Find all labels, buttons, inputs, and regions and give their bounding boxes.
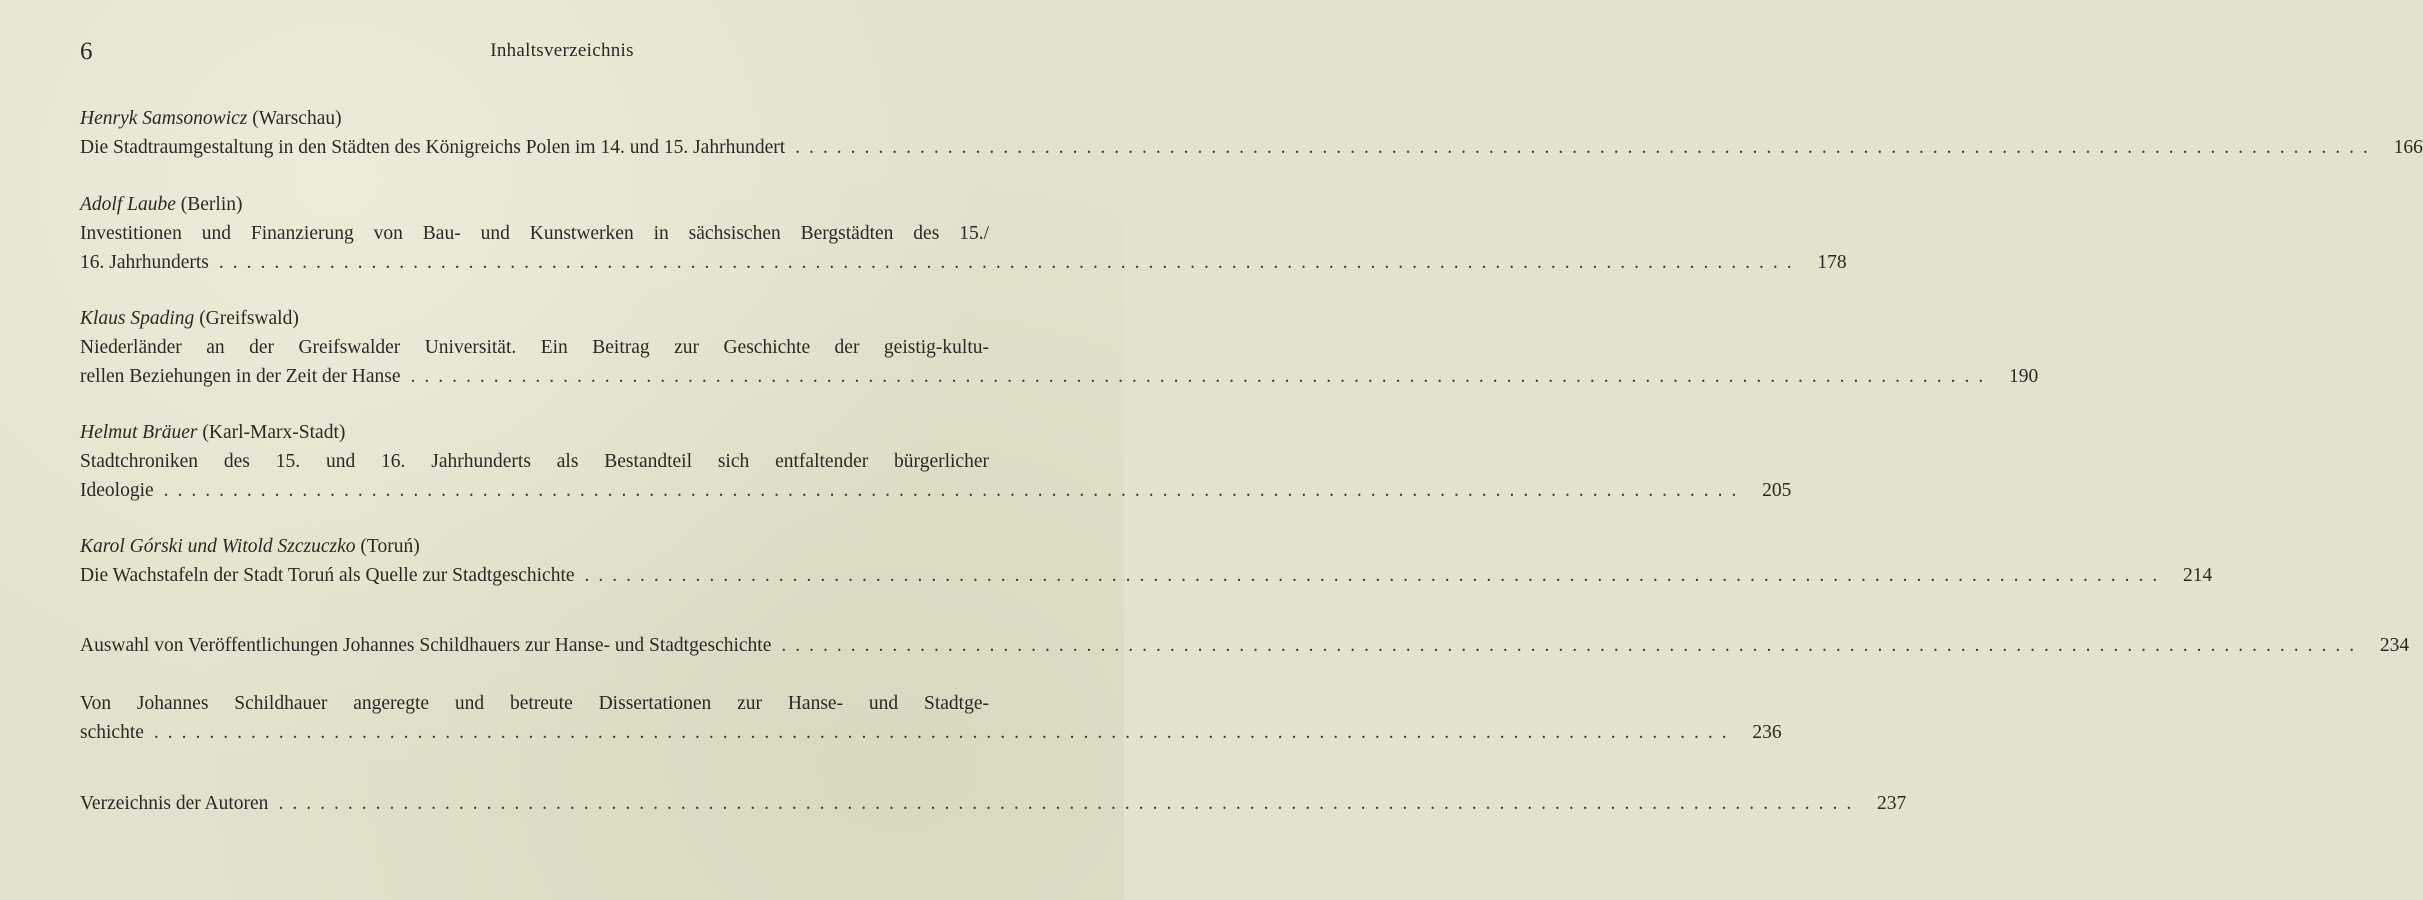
entry-title: 16. Jahrhunderts — [80, 252, 209, 273]
entry-title-line — [80, 133, 2423, 162]
toc-entry-publications — [80, 631, 2410, 660]
entry-author-line — [80, 418, 1044, 447]
leader-dots: .................................................................................................................. — [218, 252, 1801, 273]
entry-title-line-1: Niederländer an der Greifswalder Universität. Ein Beitrag zur Geschichte der geistig-kultu- — [80, 337, 989, 358]
entry-title: Die Stadtraumgestaltung in den Städten des Königreichs Polen im 14. und 15. Jahrhundert — [80, 137, 786, 158]
entry-page-ref[interactable]: 236 — [1752, 722, 1782, 743]
entry-author-line — [80, 190, 1044, 219]
running-head: Inhaltsverzeichnis — [490, 40, 634, 61]
entry-page-ref[interactable]: 205 — [1762, 480, 1792, 501]
entry-title: Auswahl von Veröffentlichungen Johannes Schildhauers zur Hanse- und Stadtgeschichte — [80, 635, 772, 656]
entry-title-line — [80, 631, 2410, 660]
page-number: 6 — [80, 38, 93, 65]
entry-page-ref[interactable]: 166 — [2393, 137, 2423, 158]
toc-entry-dissertations — [80, 689, 1782, 747]
toc-entry-authors — [80, 789, 1907, 818]
author-name: Klaus Spading — [80, 308, 195, 329]
toc-entry-gorski-szczuczko — [80, 532, 2213, 590]
entry-title-line-2 — [80, 362, 2039, 391]
toc-entry-samsonowicz — [80, 104, 2423, 162]
toc-entry-braeuer — [80, 418, 1792, 505]
author-name: Henryk Samsonowicz — [80, 108, 248, 129]
leader-dots: .................................................................................................................. — [584, 565, 2167, 586]
entry-title-line-1: Stadtchroniken des 15. und 16. Jahrhunderts als Bestandteil sich entfaltender bürgerlicher — [80, 451, 989, 472]
entry-title-line-1: Von Johannes Schildhauer angeregte und betreute Dissertationen zur Hanse- und Stadtge- — [80, 693, 989, 714]
author-name: Adolf Laube — [80, 194, 176, 215]
leader-dots: .................................................................................................................. — [163, 480, 1746, 501]
entry-title-line — [80, 561, 2213, 590]
entry-title-line-1: Investitionen und Finanzierung von Bau- und Kunstwerken in sächsischen Bergstädten des 15./ — [80, 223, 989, 244]
entry-title: rellen Beziehungen in der Zeit der Hanse — [80, 366, 401, 387]
author-place: (Warschau) — [252, 108, 342, 129]
author-place: (Greifswald) — [199, 308, 299, 329]
entry-title-line-2 — [80, 476, 1792, 505]
leader-dots: .................................................................................................................. — [410, 366, 1993, 387]
author-name: Karol Górski und Witold Szczuczko — [80, 536, 356, 557]
entry-author-line — [80, 304, 1044, 333]
toc-entry-spading — [80, 304, 2039, 391]
author-name: Helmut Bräuer — [80, 422, 198, 443]
leader-dots: .................................................................................................................. — [795, 137, 2377, 158]
author-place: (Karl-Marx-Stadt) — [202, 422, 346, 443]
entry-page-ref[interactable]: 234 — [2379, 635, 2410, 656]
entry-page-ref[interactable]: 214 — [2183, 565, 2213, 586]
entry-title: schichte — [80, 722, 144, 743]
entry-author-line — [80, 532, 1044, 561]
leader-dots: .................................................................................................................. — [781, 635, 2364, 656]
entry-title: Ideologie — [80, 480, 154, 501]
entry-page-ref[interactable]: 237 — [1876, 793, 1907, 814]
leader-dots: .................................................................................................................. — [153, 722, 1736, 743]
entry-title-line-2 — [80, 718, 1782, 747]
toc-entry-laube — [80, 190, 1847, 277]
entry-title-line-2 — [80, 248, 1847, 277]
entry-title-line — [80, 789, 1907, 818]
entry-title: Verzeichnis der Autoren — [80, 793, 269, 814]
author-place: (Berlin) — [180, 194, 243, 215]
leader-dots: .................................................................................................................. — [278, 793, 1861, 814]
entry-page-ref[interactable]: 190 — [2009, 366, 2039, 387]
entry-page-ref[interactable]: 178 — [1817, 252, 1847, 273]
author-place: (Toruń) — [360, 536, 420, 557]
entry-title: Die Wachstafeln der Stadt Toruń als Quelle zur Stadtgeschichte — [80, 565, 575, 586]
entry-author-line — [80, 104, 1044, 133]
